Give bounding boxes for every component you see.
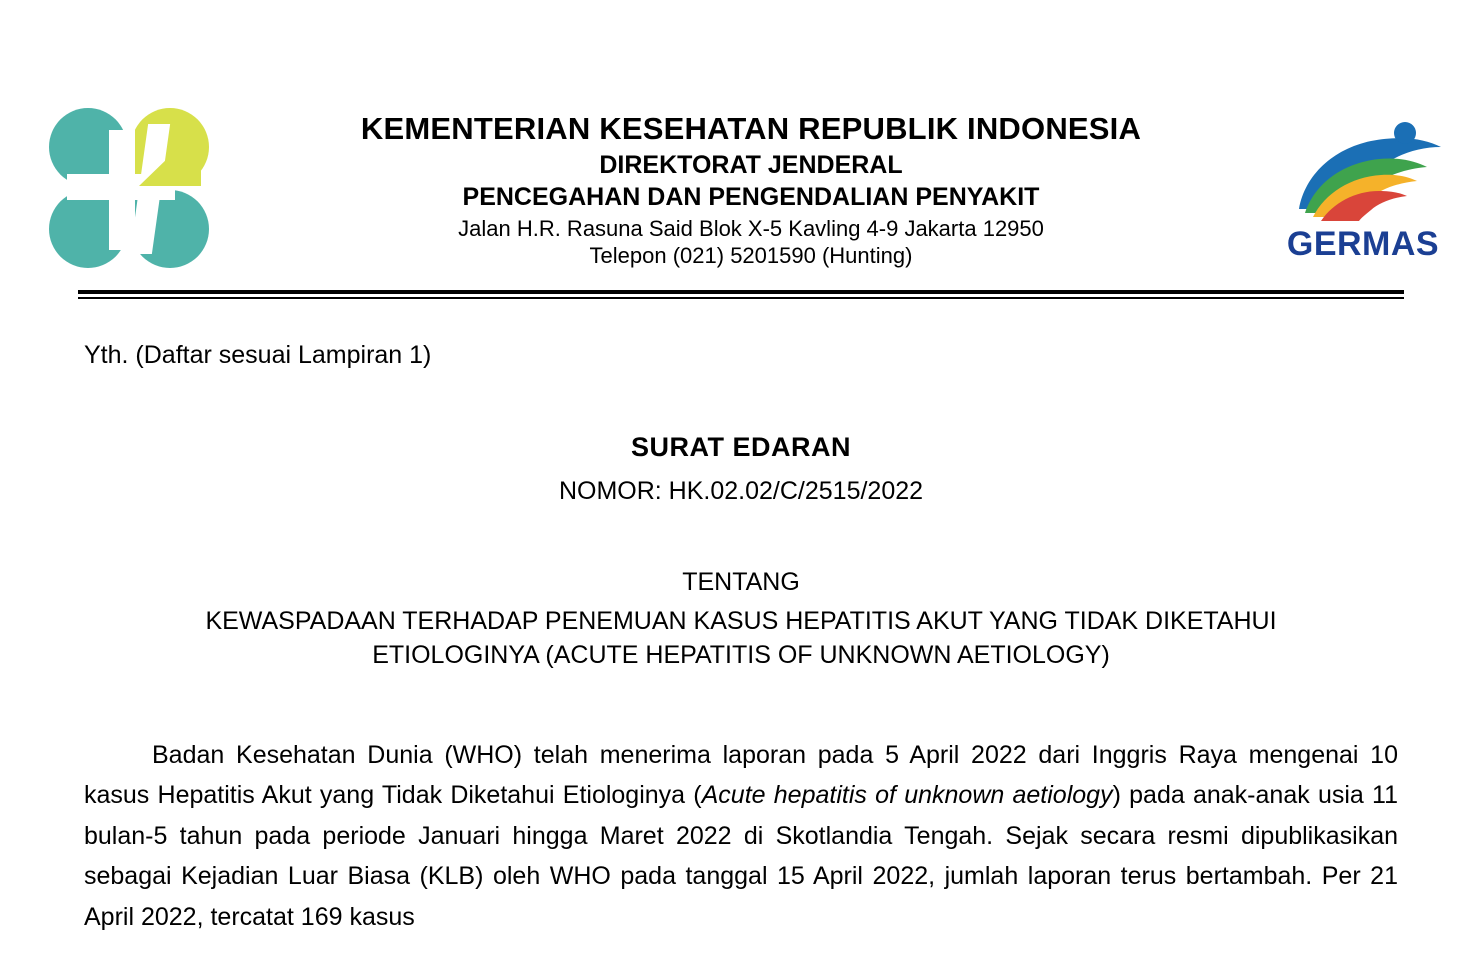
divider-thin (78, 297, 1404, 299)
document-number: NOMOR: HK.02.02/C/2515/2022 (558, 477, 924, 505)
germas-logo (1268, 117, 1458, 264)
address-line: Jalan H.R. Rasuna Said Blok X-5 Kavling 4-9 Jakarta 12950 (458, 216, 1044, 242)
ministry-name: KEMENTERIAN KESEHATAN REPUBLIK INDONESIA (360, 110, 1142, 146)
about-label: TENTANG (682, 568, 800, 596)
recipient-line: Yth. (Daftar sesuai Lampiran 1) (84, 341, 432, 369)
document-body (0, 341, 1482, 937)
kemenkes-logo-mark (43, 104, 215, 276)
divider-thick (78, 290, 1404, 294)
paragraph-italic-term: Acute hepatitis of unknown aetiology (701, 781, 1113, 809)
about-title (84, 605, 1398, 673)
directorate-line-2: PENCEGAHAN DAN PENGENDALIAN PENYAKIT (462, 182, 1040, 211)
germas-logo-mark (1275, 117, 1451, 229)
kemenkes-logo (24, 104, 234, 276)
about-title-line-2: ETIOLOGINYA (ACUTE HEPATITIS OF UNKNOWN AETIOLOGY) (372, 640, 1110, 669)
document-title: SURAT EDARAN (631, 432, 851, 462)
phone-line: Telepon (021) 5201590 (Hunting) (589, 243, 913, 269)
letterhead-text (234, 111, 1268, 269)
opening-paragraph (84, 735, 1398, 938)
directorate-line-1: DIREKTORAT JENDERAL (599, 151, 903, 180)
germas-wordmark: GERMAS (1286, 224, 1440, 263)
about-title-line-1: KEWASPADAAN TERHADAP PENEMUAN KASUS HEPATITIS AKUT YANG TIDAK DIKETAHUI (205, 607, 1277, 635)
paragraph-part-1: Badan Kesehatan Dunia (WHO) telah menerima laporan pada 5 April 2022 dari Inggris Raya mengenai 10 kasus Hepatitis Akut yang Tidak Diketahui Etiologinya ( (84, 740, 1398, 809)
letterhead-divider (78, 290, 1404, 299)
paragraph-part-2: ) pada anak-anak usia 11 bulan-5 tahun pada periode Januari hingga Maret 2022 di Skotlandia Tengah. Sejak secara resmi dipublikasikan sebagai Kejadian Luar Biasa (KLB) oleh WHO pada tanggal 15 April 2022, jumlah laporan terus bertambah. Per 21 April 2022, tercatat 169 kasus (84, 781, 1398, 931)
letterhead (0, 0, 1482, 276)
